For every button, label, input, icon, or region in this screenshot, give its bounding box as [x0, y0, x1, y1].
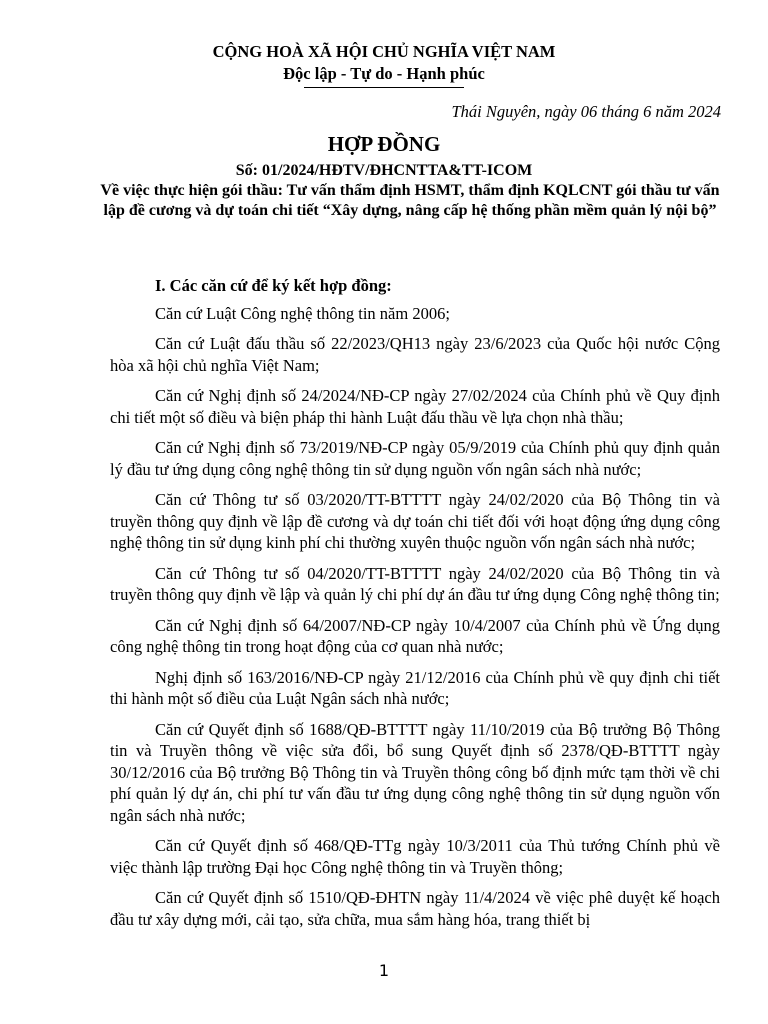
- motto-underline: [304, 87, 464, 88]
- legal-basis-paragraph: Căn cứ Nghị định số 24/2024/NĐ-CP ngày 27/02/2024 của Chính phủ về Quy định chi tiết một số điều và biện pháp thi hành Luật đấu thầu về lựa chọn nhà thầu;: [110, 386, 720, 427]
- contract-title: HỢP ĐỒNG: [327, 132, 441, 156]
- place-date: Thái Nguyên, ngày 06 tháng 6 năm 2024: [451, 102, 721, 121]
- national-motto: Độc lập - Tự do - Hạnh phúc: [283, 64, 485, 83]
- contract-body: [110, 275, 720, 939]
- legal-basis-paragraph: Căn cứ Luật Công nghệ thông tin năm 2006;: [155, 303, 450, 323]
- legal-basis-paragraph: Căn cứ Thông tư số 03/2020/TT-BTTTT ngày 24/02/2020 của Bộ Thông tin và truyền thông quy định về lập đề cương và dự toán chi tiết đối với hoạt động ứng dụng công nghệ thông tin sử dụng kinh phí chi thường xuyên thuộc nguồn vốn ngân sách nhà nước;: [110, 490, 720, 552]
- legal-basis-paragraph: Căn cứ Nghị định số 73/2019/NĐ-CP ngày 05/9/2019 của Chính phủ quy định quản lý đầu tư ứng dụng công nghệ thông tin sử dụng nguồn vốn ngân sách nhà nước;: [110, 438, 720, 479]
- section-heading: I. Các căn cứ để ký kết hợp đồng:: [155, 276, 392, 295]
- legal-basis-paragraph: Căn cứ Thông tư số 04/2020/TT-BTTTT ngày 24/02/2020 của Bộ Thông tin và truyền thông quy định về lập và quản lý chi phí dự án đầu tư ứng dụng Công nghệ thông tin;: [110, 563, 720, 604]
- legal-basis-paragraph: Căn cứ Quyết định số 468/QĐ-TTg ngày 10/3/2011 của Thủ tướng Chính phủ về việc thành lập trường Đại học Công nghệ thông tin và Truyền thông;: [110, 836, 720, 877]
- national-header: [0, 41, 768, 88]
- legal-basis-paragraph: Căn cứ Quyết định số 1688/QĐ-BTTTT ngày 11/10/2019 của Bộ trưởng Bộ Thông tin và Truyền thông về việc sửa đổi, bổ sung Quyết định số 2378/QĐ-BTTTT ngày 30/12/2016 của Bộ trưởng Bộ Thông tin và Truyền thông công bố định mức tạm thời về chi phí quản lý dự án, chi phí tư vấn đầu tư ứng dụng công nghệ thông tin sử dụng nguồn vốn ngân sách nhà nước;: [110, 719, 720, 825]
- contract-subject: Về việc thực hiện gói thầu: Tư vấn thẩm định HSMT, thẩm định KQLCNT gói thầu tư vấn lập đề cương và dự toán chi tiết “Xây dựng, nâng cấp hệ thống phần mềm quản lý nội bộ”: [100, 182, 720, 219]
- contract-number: Số: 01/2024/HĐTV/ĐHCNTTA&TT-ICOM: [235, 162, 533, 179]
- page-number: 1: [378, 961, 390, 980]
- legal-basis-paragraph: Căn cứ Quyết định số 1510/QĐ-ĐHTN ngày 11/4/2024 về việc phê duyệt kế hoạch đầu tư xây dựng mới, cải tạo, sửa chữa, mua sắm hàng hóa, trang thiết bị: [110, 888, 720, 929]
- legal-basis-paragraph: Căn cứ Luật đấu thầu số 22/2023/QH13 ngày 23/6/2023 của Quốc hội nước Cộng hòa xã hội chủ nghĩa Việt Nam;: [110, 334, 720, 375]
- legal-basis-paragraph: Căn cứ Nghị định số 64/2007/NĐ-CP ngày 10/4/2007 của Chính phủ về Ứng dụng công nghệ thông tin trong hoạt động của cơ quan nhà nước;: [110, 615, 720, 656]
- legal-basis-paragraph: Nghị định số 163/2016/NĐ-CP ngày 21/12/2016 của Chính phủ về quy định chi tiết thi hành một số điều của Luật Ngân sách nhà nước;: [110, 667, 720, 708]
- national-name: CỘNG HOÀ XÃ HỘI CHỦ NGHĨA VIỆT NAM: [212, 42, 556, 61]
